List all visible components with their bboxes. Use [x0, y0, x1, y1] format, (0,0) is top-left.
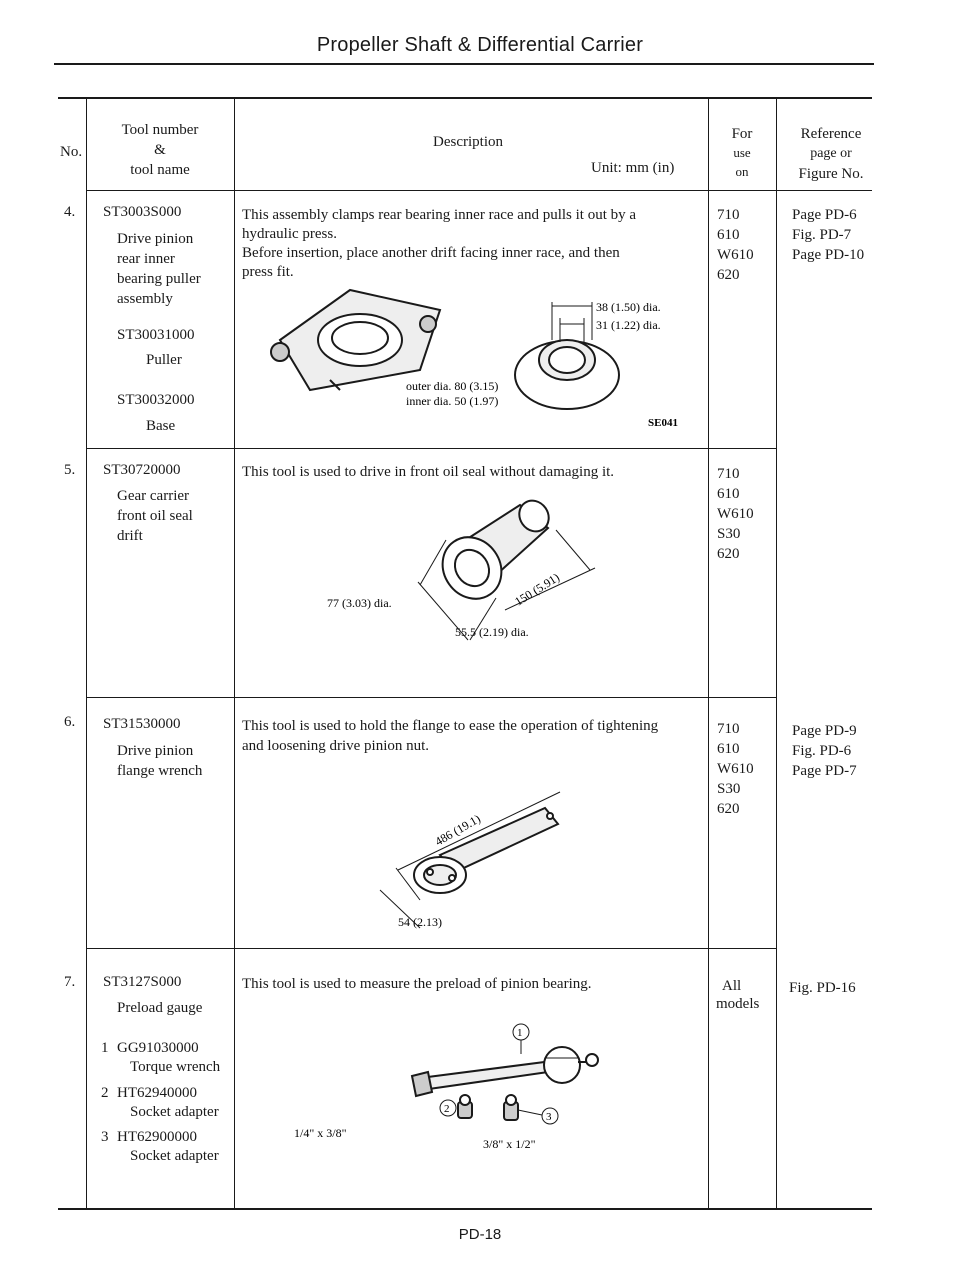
row4-tool-name-2: rear inner	[117, 251, 175, 267]
row7-part1-num: 1	[101, 1040, 109, 1056]
row7-part2-name: Socket adapter	[130, 1104, 219, 1120]
row4-desc-2: hydraulic press.	[242, 226, 337, 242]
row5-tool-name-2: front oil seal	[117, 508, 193, 524]
row4-ref-1: Page PD-6	[792, 207, 857, 223]
row6-tool-name-1: Drive pinion	[117, 743, 194, 759]
row5-dim3: 55.5 (2.19) dia.	[455, 625, 529, 639]
row4-sub1-name: Puller	[146, 352, 182, 368]
row6-ref-3: Page PD-7	[792, 763, 857, 779]
row4-tool-name-3: bearing puller	[117, 271, 201, 287]
row7-lbl2: 3/8" x 1/2"	[483, 1137, 536, 1151]
row7-tool-name-1: Preload gauge	[117, 1000, 203, 1016]
col-line-2	[234, 97, 235, 1210]
header-tool-line3: tool name	[130, 162, 190, 178]
row6-dim1: 486 (19.1)	[432, 811, 483, 849]
row4-sub2-number: ST30032000	[117, 392, 195, 408]
row7-part1-number: GG91030000	[117, 1040, 199, 1056]
row4-sub1-number: ST30031000	[117, 327, 195, 343]
row6-desc-1: This tool is used to hold the flange to ease the operation of tightening	[242, 718, 659, 734]
header-ref-line2: page or	[810, 146, 852, 161]
row-divider-4-5	[86, 448, 776, 449]
row7-for-2: models	[716, 996, 760, 1012]
row7-part2-number: HT62940000	[117, 1085, 197, 1101]
row6-ref-2: Fig. PD-6	[792, 743, 852, 759]
header-no: No.	[60, 144, 83, 160]
row5-tool-name-3: drift	[117, 528, 143, 544]
socket-adapter-3-illustration	[504, 1095, 518, 1120]
row7-part3-name: Socket adapter	[130, 1148, 219, 1164]
row4-for-2: 610	[717, 227, 740, 243]
row7-lbl1: 1/4" x 3/8"	[294, 1126, 347, 1140]
row-divider-6-7	[86, 948, 776, 949]
col-line-3	[708, 97, 709, 1210]
header-tool-line2: &	[154, 142, 166, 158]
row7-tool-number: ST3127S000	[103, 974, 182, 990]
row4-dim1: 38 (1.50) dia.	[596, 300, 661, 314]
row5-dim1: 77 (3.03) dia.	[327, 596, 392, 610]
row7-no: 7.	[64, 974, 76, 990]
row4-dim2: 31 (1.22) dia.	[596, 318, 661, 332]
row7-c1: 1	[517, 1027, 523, 1039]
row6-tool-name-2: flange wrench	[117, 763, 203, 779]
row5-no: 5.	[64, 462, 76, 478]
row4-ref-3: Page PD-10	[792, 247, 865, 263]
wrench-illustration	[414, 808, 558, 893]
row4-for-3: W610	[717, 247, 754, 263]
header-for-line2: use	[733, 145, 751, 160]
row-divider-5-6	[86, 697, 776, 698]
col-line-1	[86, 97, 87, 1210]
header-ref-line1: Reference	[800, 126, 862, 142]
header-for-line3: on	[735, 164, 749, 179]
row4-tool-name-1: Drive pinion	[117, 231, 194, 247]
row7-ref-1: Fig. PD-16	[789, 980, 856, 996]
page-number: PD-18	[458, 1226, 502, 1243]
row4-figure	[240, 280, 706, 445]
row7-figure	[280, 1020, 620, 1160]
row4-code: SE041	[648, 417, 678, 429]
puller-illustration	[271, 290, 440, 390]
row6-tool-number: ST31530000	[103, 716, 181, 732]
row7-part3-number: HT62900000	[117, 1129, 197, 1145]
row7-part1-name: Torque wrench	[130, 1059, 221, 1075]
row7-part2-num: 2	[101, 1085, 109, 1101]
row4-for-4: 620	[717, 267, 740, 283]
header-description: Description	[433, 134, 503, 150]
table-top-border	[58, 97, 872, 99]
row4-dim3: outer dia. 80 (3.15)	[406, 379, 499, 393]
header-unit: Unit: mm (in)	[591, 160, 675, 176]
header-divider	[86, 190, 872, 191]
row6-dim2: 54 (2.13)	[398, 915, 442, 929]
row6-for-1: 710	[717, 721, 740, 737]
table-bottom-border	[58, 1208, 872, 1210]
header-tool-line1: Tool number	[121, 122, 199, 138]
header-ref-line3: Figure No.	[798, 166, 864, 182]
header-for-use	[708, 124, 776, 182]
row5-dim2: 150 (5.91)	[512, 570, 562, 609]
row4-desc-4: press fit.	[242, 264, 294, 280]
header-for-line1: For	[731, 126, 753, 142]
row4-tool-number: ST3003S000	[103, 204, 182, 220]
row6-no: 6.	[64, 714, 76, 730]
header-reference	[776, 124, 886, 184]
row6-for-5: 620	[717, 801, 740, 817]
row6-desc-2: and loosening drive pinion nut.	[242, 738, 430, 754]
row4-ref-2: Fig. PD-7	[792, 227, 852, 243]
row6-figure	[360, 780, 600, 940]
col-line-4	[776, 97, 777, 1210]
row7-c3: 3	[546, 1111, 552, 1123]
row6-ref-1: Page PD-9	[792, 723, 857, 739]
header-tool	[86, 120, 234, 180]
title-rule	[54, 63, 874, 65]
row5-for-4: S30	[717, 526, 741, 542]
row5-tool-number: ST30720000	[103, 462, 181, 478]
row7-for-1: All	[722, 978, 742, 994]
row4-desc-1: This assembly clamps rear bearing inner race and pulls it out by a	[242, 207, 637, 223]
row7-part3-num: 3	[101, 1129, 109, 1145]
row6-for-4: S30	[717, 781, 741, 797]
row6-for-3: W610	[717, 761, 754, 777]
torque-wrench-illustration	[412, 1047, 598, 1096]
row4-desc-3: Before insertion, place another drift facing inner race, and then	[242, 245, 620, 261]
row5-desc-1: This tool is used to drive in front oil seal without damaging it.	[242, 464, 615, 480]
row5-for-3: W610	[717, 506, 754, 522]
row5-for-1: 710	[717, 466, 740, 482]
page-title: Propeller Shaft & Differential Carrier	[316, 34, 644, 56]
row4-sub2-name: Base	[146, 418, 176, 434]
row6-for-2: 610	[717, 741, 740, 757]
row5-for-2: 610	[717, 486, 740, 502]
row4-dim4: inner dia. 50 (1.97)	[406, 394, 499, 408]
row5-for-5: 620	[717, 546, 740, 562]
socket-adapter-2-illustration	[458, 1095, 472, 1118]
row7-desc-1: This tool is used to measure the preload of pinion bearing.	[242, 976, 592, 992]
row5-tool-name-1: Gear carrier	[117, 488, 190, 504]
row7-c2: 2	[444, 1103, 450, 1115]
row4-no: 4.	[64, 204, 76, 220]
row5-figure	[300, 490, 630, 650]
row4-tool-name-4: assembly	[117, 291, 173, 307]
row4-for-1: 710	[717, 207, 740, 223]
